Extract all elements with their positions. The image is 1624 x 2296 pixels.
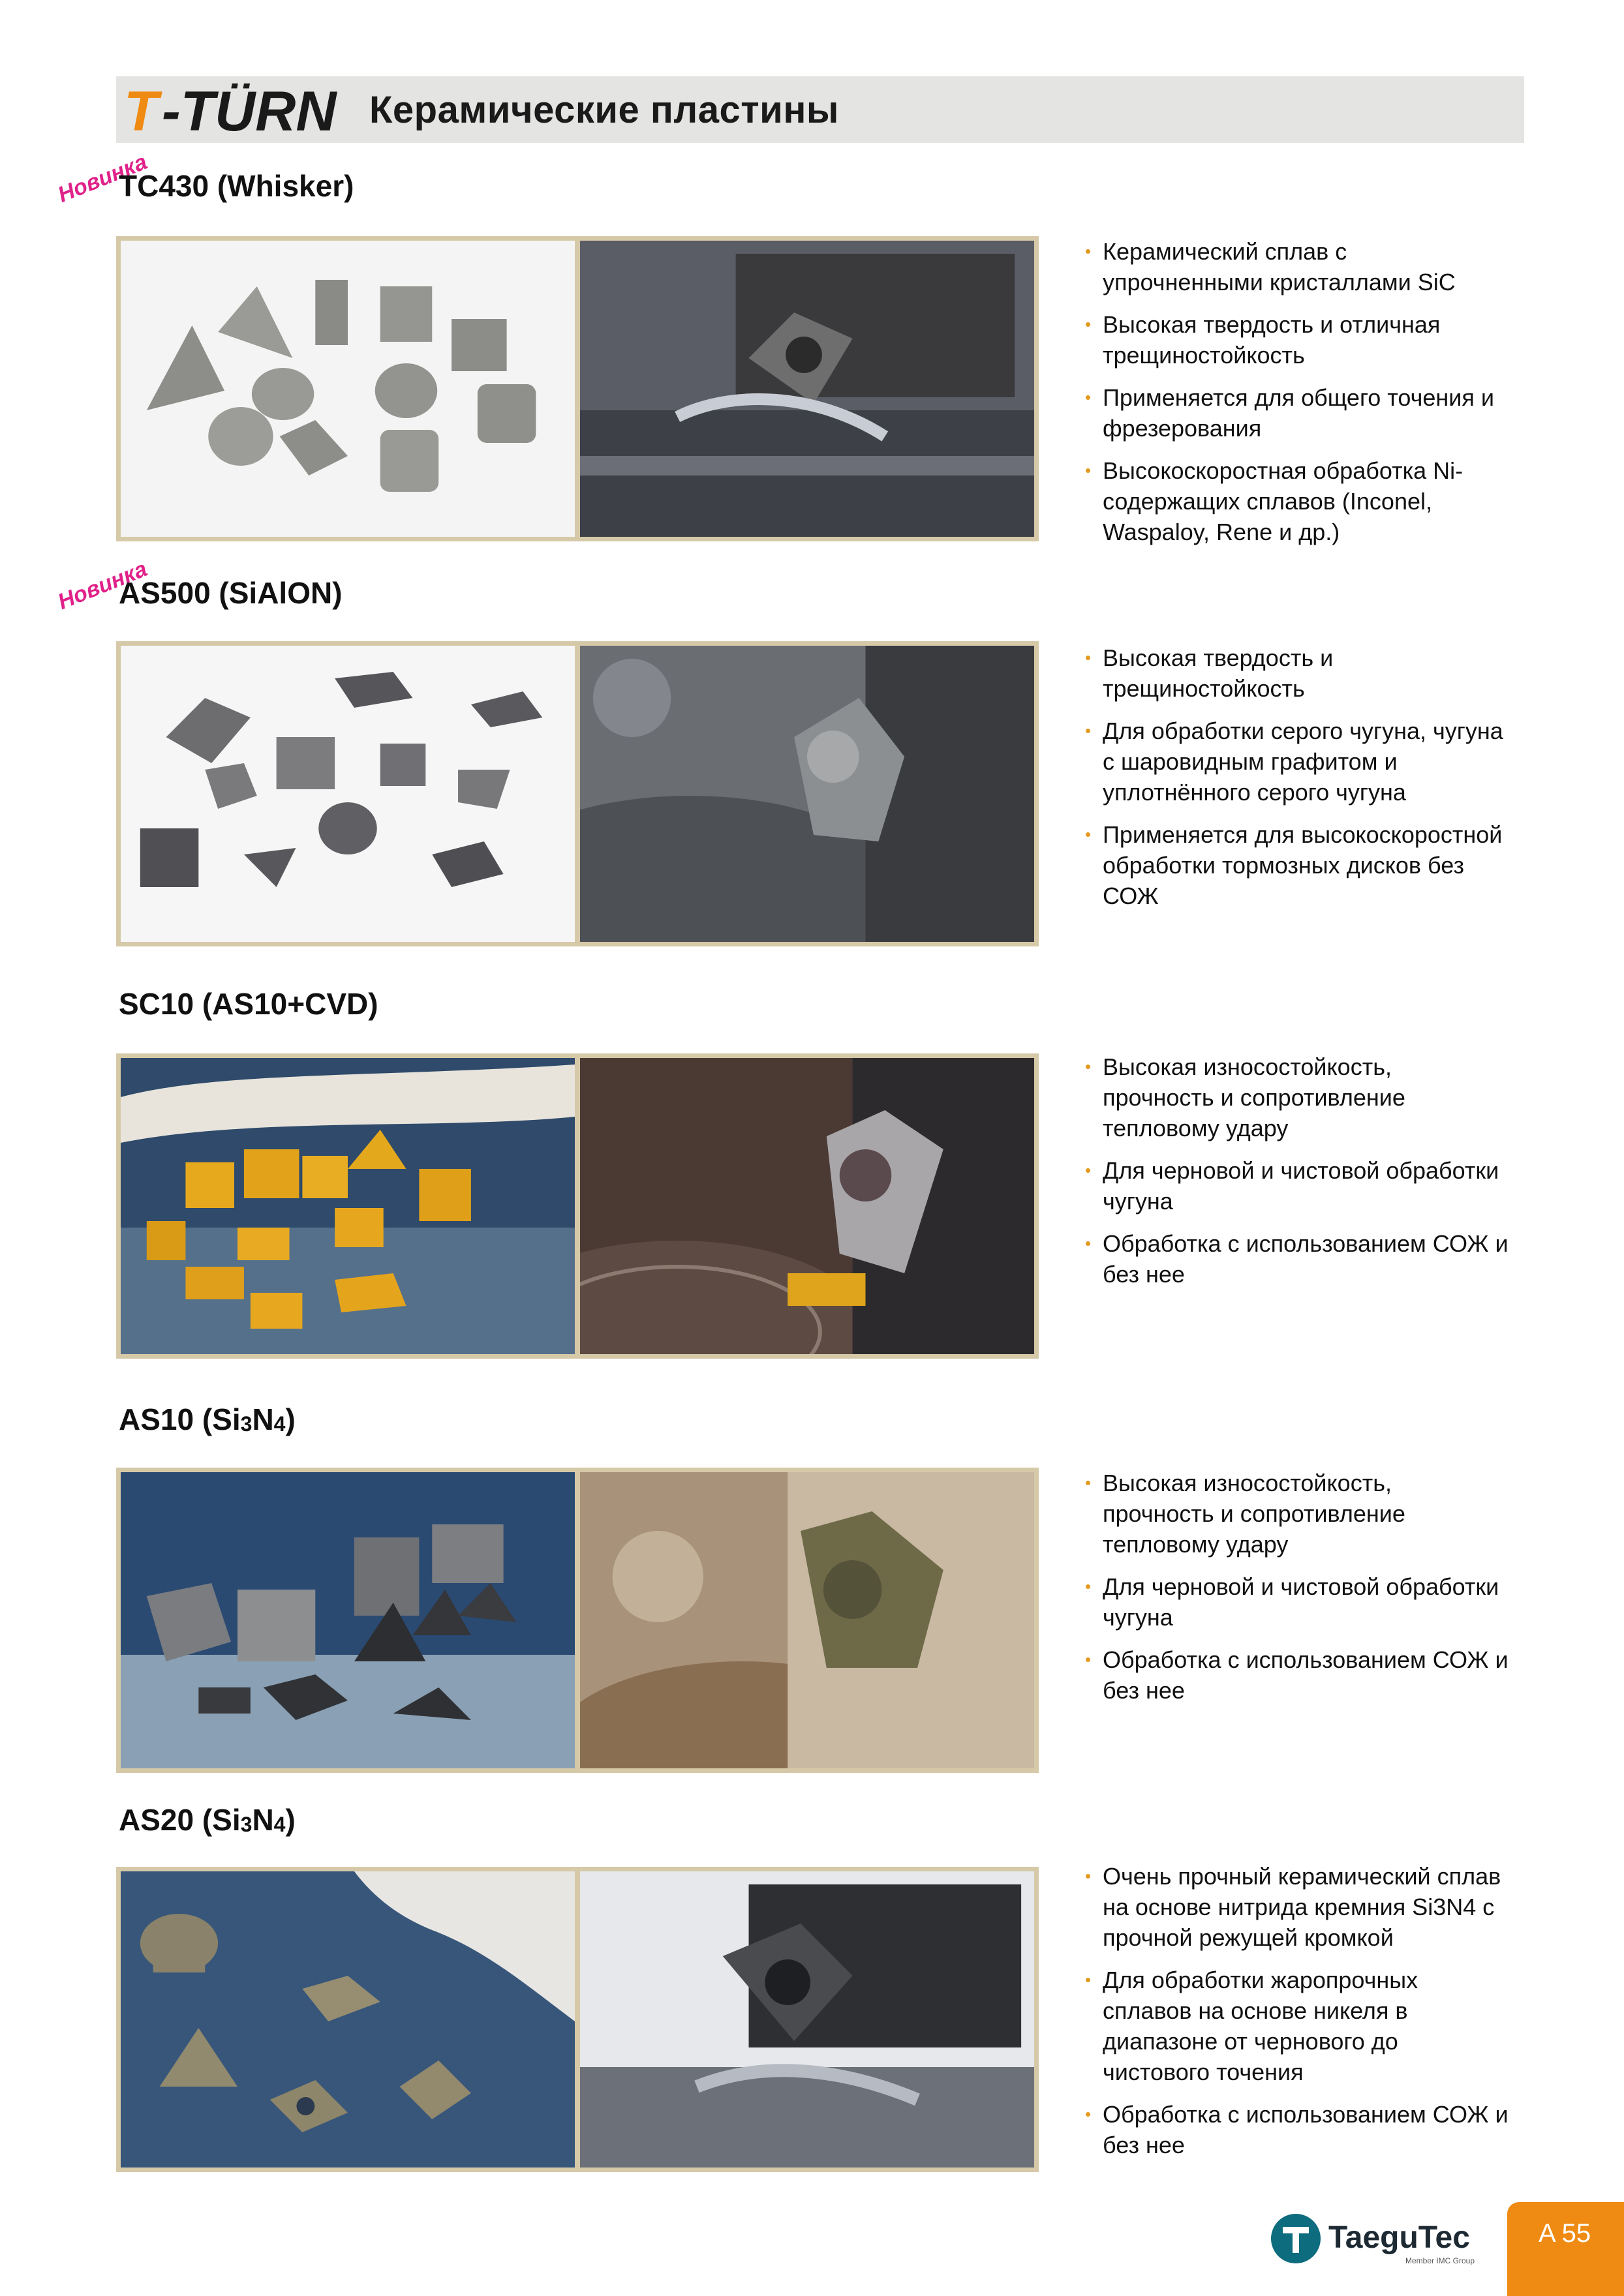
photo-frame bbox=[116, 1468, 1039, 1773]
machining-photo bbox=[580, 1871, 1034, 2168]
taegutec-logo bbox=[1268, 2210, 1477, 2269]
feature-item: Для обработки жаропрочных сплавов на основе никеля в диапазоне от чернового до чистового точения bbox=[1084, 1965, 1509, 2087]
machining-photo bbox=[580, 1472, 1034, 1768]
svg-text:T: T bbox=[124, 83, 159, 140]
machining-photo bbox=[580, 646, 1034, 942]
bullet-icon bbox=[1086, 1168, 1090, 1173]
feature-item: Обработка с использованием СОЖ и без нее bbox=[1084, 1644, 1509, 1706]
feature-item: Для обработки серого чугуна, чугуна с шаровидным графитом и уплотнённого серого чугуна bbox=[1084, 716, 1509, 808]
section-title: AS10 $(Si_3N_4)$ bbox=[119, 1402, 296, 1436]
feature-list bbox=[1084, 236, 1509, 559]
bullet-icon bbox=[1086, 1657, 1090, 1662]
inserts-photo bbox=[121, 646, 575, 942]
feature-list bbox=[1084, 642, 1509, 923]
svg-text:TaeguTec: TaeguTec bbox=[1328, 2220, 1470, 2255]
inserts-photo bbox=[121, 1058, 575, 1354]
feature-item: Высокая твердость и трещиностойкость bbox=[1084, 642, 1509, 704]
t-turn-logo bbox=[124, 83, 339, 140]
bullet-icon bbox=[1086, 729, 1090, 733]
section-title: AS500 (SiAlON) bbox=[119, 576, 343, 610]
bullet-icon bbox=[1086, 1065, 1090, 1069]
feature-item: Высокоскоростная обработка Ni-содержащих сплавов (Inconel, Waspaloy, Rene и др.) bbox=[1084, 455, 1509, 547]
bullet-icon bbox=[1086, 2112, 1090, 2117]
bullet-icon bbox=[1086, 1874, 1090, 1879]
machining-photo bbox=[580, 241, 1034, 537]
inserts-photo bbox=[121, 1472, 575, 1768]
feature-item: Высокая твердость и отличная трещиностойкость bbox=[1084, 309, 1509, 370]
photo-frame bbox=[116, 641, 1039, 946]
new-badge: Новинка bbox=[54, 149, 151, 208]
page-tab bbox=[1507, 2202, 1624, 2296]
bullet-icon bbox=[1086, 656, 1090, 660]
feature-list bbox=[1084, 1051, 1509, 1301]
page-title: Керамические пластины bbox=[369, 89, 839, 131]
inserts-photo bbox=[121, 241, 575, 537]
bullet-icon bbox=[1086, 322, 1090, 327]
feature-item: Применяется для высокоскоростной обработки тормозных дисков без СОЖ bbox=[1084, 819, 1509, 911]
feature-list bbox=[1084, 1861, 1509, 2172]
photo-frame bbox=[116, 1053, 1039, 1359]
bullet-icon bbox=[1086, 1241, 1090, 1246]
section-title: TC430 (Whisker) bbox=[119, 169, 354, 203]
bullet-icon bbox=[1086, 468, 1090, 473]
svg-text:Member IMC Group: Member IMC Group bbox=[1405, 2256, 1475, 2265]
machining-photo bbox=[580, 1058, 1034, 1354]
feature-item: Для черновой и чистовой обработки чугуна bbox=[1084, 1155, 1509, 1216]
feature-item: Очень прочный керамический сплав на основе нитрида кремния Si3N4 с прочной режущей кромкой bbox=[1084, 1861, 1509, 1953]
new-badge: Новинка bbox=[54, 556, 151, 615]
photo-frame bbox=[116, 236, 1039, 541]
feature-item: Применяется для общего точения и фрезерования bbox=[1084, 382, 1509, 444]
bullet-icon bbox=[1086, 395, 1090, 400]
section-title: AS20 $(Si_3N_4)$ bbox=[119, 1803, 296, 1837]
feature-list bbox=[1084, 1468, 1509, 1717]
feature-item: Высокая износостойкость, прочность и сопротивление тепловому удару bbox=[1084, 1468, 1509, 1560]
bullet-icon bbox=[1086, 249, 1090, 254]
bullet-icon bbox=[1086, 1481, 1090, 1485]
bullet-icon bbox=[1086, 832, 1090, 837]
section-title: SC10 (AS10+CVD) bbox=[119, 987, 378, 1021]
bullet-icon bbox=[1086, 1978, 1090, 1982]
page-number: A 55 bbox=[1539, 2219, 1591, 2248]
feature-item: Обработка с использованием СОЖ и без нее bbox=[1084, 2099, 1509, 2160]
feature-item: Керамический сплав с упрочненными кристаллами SiC bbox=[1084, 236, 1509, 297]
inserts-photo bbox=[121, 1871, 575, 2168]
svg-text:-TÜRN: -TÜRN bbox=[162, 83, 337, 140]
feature-item: Обработка с использованием СОЖ и без нее bbox=[1084, 1228, 1509, 1290]
bullet-icon bbox=[1086, 1584, 1090, 1589]
photo-frame bbox=[116, 1867, 1039, 2172]
feature-item: Высокая износостойкость, прочность и сопротивление тепловому удару bbox=[1084, 1051, 1509, 1143]
feature-item: Для черновой и чистовой обработки чугуна bbox=[1084, 1571, 1509, 1633]
